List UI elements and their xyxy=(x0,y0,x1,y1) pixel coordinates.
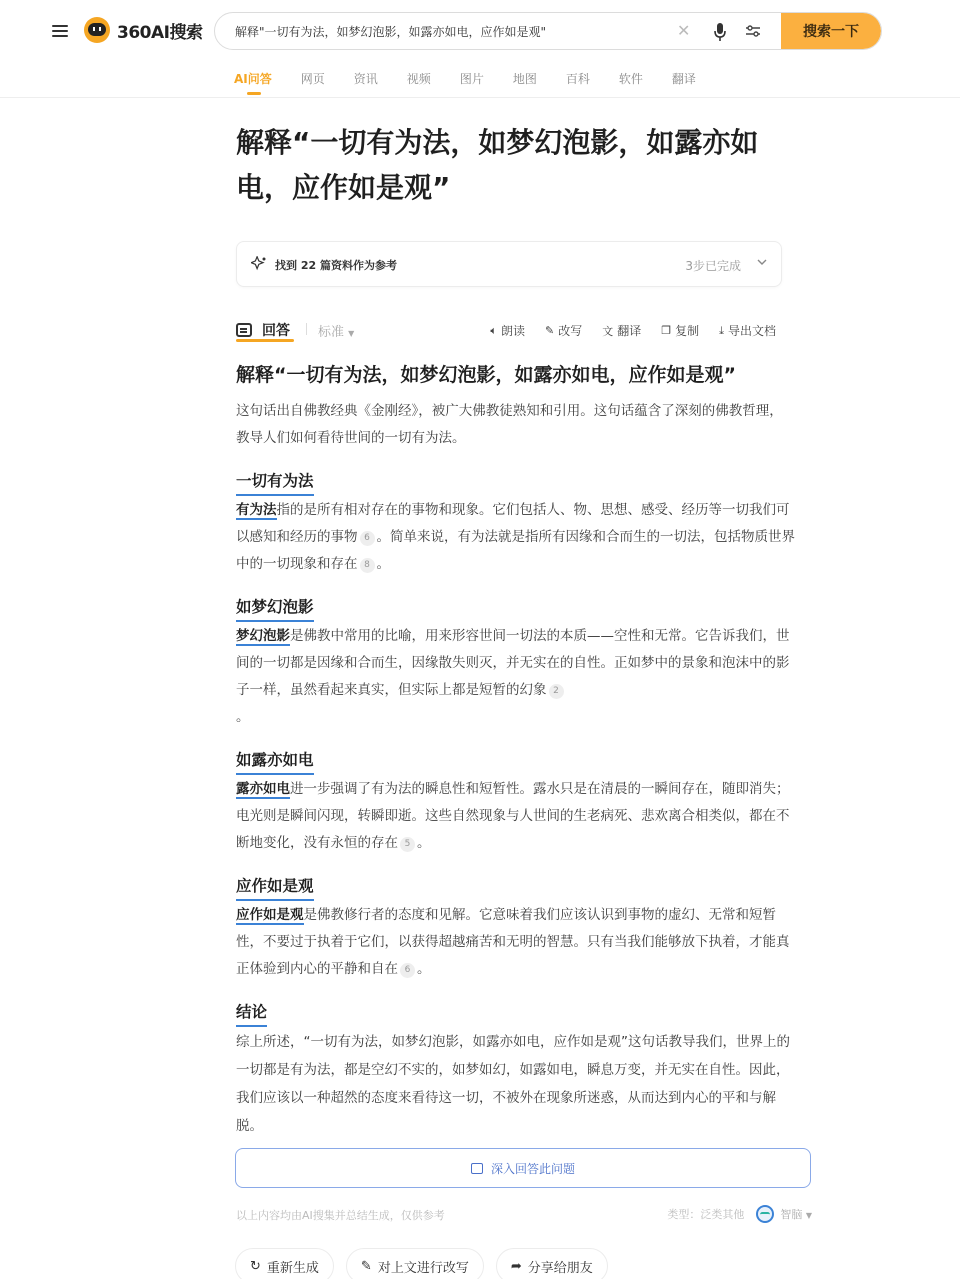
logo[interactable] xyxy=(84,17,202,43)
brain-model-icon xyxy=(756,1205,774,1223)
section-text: 。简单来说，有为法就是指所有因缘和合而生的一切法，包括物质世界中的一切现象和存在 xyxy=(236,529,795,572)
ai-disclaimer: 以上内容均由AI搜集并总结生成，仅供参考 xyxy=(236,1209,445,1222)
deep-answer-button[interactable] xyxy=(235,1148,811,1188)
translate-button[interactable] xyxy=(602,322,641,339)
section-title: 如梦幻泡影 xyxy=(236,596,314,622)
section-text: 。 xyxy=(236,709,250,725)
rewrite-button[interactable] xyxy=(545,322,582,339)
section-3 xyxy=(236,739,796,857)
section-title: 如露亦如电 xyxy=(236,749,314,775)
citation-badge[interactable]: 6 xyxy=(360,531,375,546)
answer-icon xyxy=(236,323,252,337)
export-document-button[interactable] xyxy=(719,322,776,339)
section-text: 。 xyxy=(417,961,431,977)
tab-images[interactable]: 图片 xyxy=(459,72,484,86)
section-text: 指的是所有相对存在的事物和现象。它们包括人、物、思想、感受、经历等一切我们可以感知和经历的事物 xyxy=(236,502,790,545)
answer-content xyxy=(236,360,796,1140)
download-icon: ⤓ xyxy=(719,323,724,337)
copy-icon: ❐ xyxy=(661,324,672,337)
logo-icon xyxy=(84,17,110,43)
section-text: 。 xyxy=(417,835,431,851)
mode-dropdown[interactable] xyxy=(318,321,354,340)
copy-label: 复制 xyxy=(675,324,700,338)
rewrite-above-label: 对上文进行改写 xyxy=(377,1260,469,1276)
deep-answer-label: 深入回答此问题 xyxy=(490,1161,575,1176)
section-1 xyxy=(236,460,796,578)
key-term: 有为法 xyxy=(236,502,277,518)
caret-down-icon: ▼ xyxy=(348,329,355,338)
model-name: 智脑 xyxy=(780,1208,803,1221)
regenerate-label: 重新生成 xyxy=(266,1260,319,1276)
section-title: 应作如是观 xyxy=(236,875,314,901)
tab-baike[interactable]: 百科 xyxy=(565,72,590,86)
citation-badge[interactable]: 2 xyxy=(549,684,564,699)
tab-news[interactable]: 资讯 xyxy=(353,72,378,86)
tab-translate[interactable]: 翻译 xyxy=(671,72,696,86)
share-icon: ➦ xyxy=(510,1258,522,1274)
translate-icon: 文 xyxy=(602,324,614,338)
page-title: 解释“一切有为法，如梦幻泡影，如露亦如电，应作如是观” xyxy=(236,126,759,204)
answer-meta xyxy=(667,1205,812,1223)
answer-toolbar xyxy=(236,320,776,342)
search-input[interactable] xyxy=(235,13,675,49)
search-button[interactable]: 搜索一下 xyxy=(781,12,881,50)
section-body xyxy=(236,776,796,857)
citation-badge[interactable]: 8 xyxy=(360,558,375,573)
references-card[interactable] xyxy=(236,241,782,287)
section-body xyxy=(236,497,796,578)
tab-software[interactable]: 软件 xyxy=(618,72,643,86)
citation-badge[interactable]: 6 xyxy=(400,963,415,978)
answer-intro: 这句话出自佛教经典《金刚经》，被广大佛教徒熟知和引用。这句话蕴含了深刻的佛教哲理，教导人们如何看待世间的一切有为法。 xyxy=(236,403,783,446)
filter-icon[interactable] xyxy=(745,23,761,39)
speaker-icon: 🔈︎ xyxy=(490,323,497,337)
references-text: 找到 22 篇资料作为参考 xyxy=(275,259,397,272)
share-button[interactable] xyxy=(496,1248,608,1279)
chevron-down-icon[interactable] xyxy=(757,257,767,267)
mode-label: 标准 xyxy=(318,325,345,340)
section-text: 。 xyxy=(376,556,390,572)
bottom-actions xyxy=(235,1248,620,1279)
answer-heading: 解释“一切有为法，如梦幻泡影，如露亦如电，应作如是观” xyxy=(236,364,736,386)
share-label: 分享给朋友 xyxy=(527,1260,593,1276)
section-body xyxy=(236,902,796,983)
type-label: 类型：泛类其他 xyxy=(667,1208,745,1221)
edit-icon: ✎ xyxy=(544,324,555,337)
refresh-icon: ↻ xyxy=(250,1258,261,1274)
clear-icon[interactable]: ✕ xyxy=(677,21,691,40)
sparkle-icon xyxy=(251,256,267,272)
read-aloud-button[interactable] xyxy=(490,322,525,339)
key-term: 露亦如电 xyxy=(236,781,290,797)
deep-answer-icon xyxy=(471,1163,483,1174)
conclusion-body: 综上所述，“一切有为法，如梦幻泡影，如露亦如电，应作如是观”这句话教导我们，世界上的一切都是有为法，都是空幻不实的，如梦如幻，如露如电，瞬息万变，并无实在自性。因此，我们应该以一种超然的态度来看待这一切，不被外在现象所迷惑，从而达到内心的平和与解脱。 xyxy=(236,1034,790,1134)
answer-tab-label: 回答 xyxy=(262,323,290,339)
answer-actions xyxy=(470,322,776,339)
rewrite-above-button[interactable] xyxy=(346,1248,484,1279)
menu-icon[interactable] xyxy=(52,22,70,40)
rewrite-label: 改写 xyxy=(558,324,583,338)
tab-ai-qa[interactable]: AI问答 xyxy=(234,72,272,86)
export-label: 导出文档 xyxy=(727,324,776,338)
top-bar xyxy=(0,0,960,98)
copy-button[interactable] xyxy=(661,322,699,339)
section-text: 进一步强调了有为法的瞬息性和短暂性。露水只是在清晨的一瞬间存在，随即消失；电光则是瞬间闪现，转瞬即逝。这些自然现象与人世间的生老病死、悲欢离合相类似，都在不断地变化，没有永恒的存在 xyxy=(236,781,790,851)
regenerate-button[interactable] xyxy=(235,1248,334,1279)
section-title: 一切有为法 xyxy=(236,470,314,496)
translate-label: 翻译 xyxy=(617,324,642,338)
answer-tab[interactable] xyxy=(236,320,290,340)
section-text: 是佛教修行者的态度和见解。它意味着我们应该认识到事物的虚幻、无常和短暂性，不要过于执着于它们，以获得超越痛苦和无明的智慧。只有当我们能够放下执着，才能真正体验到内心的平静和自在 xyxy=(236,907,790,977)
caret-down-icon: ▼ xyxy=(805,1211,812,1220)
key-term: 梦幻泡影 xyxy=(236,628,290,644)
divider xyxy=(306,323,307,335)
section-body xyxy=(236,623,796,731)
section-text: 是佛教中常用的比喻，用来形容世间一切法的本质——空性和无常。它告诉我们，世间的一切都是因缘和合而生，因缘散失则灭，并无实在的自性。正如梦中的景象和泡沫中的影子一样，虽然看起来真实，但实际上都是短暂的幻象 xyxy=(236,628,790,698)
section-2 xyxy=(236,586,796,731)
model-selector[interactable] xyxy=(780,1206,812,1222)
logo-text: 360AI搜索 xyxy=(117,22,203,43)
search-box xyxy=(214,12,882,50)
references-status: 3步已完成 xyxy=(685,259,741,273)
citation-badge[interactable]: 5 xyxy=(400,837,415,852)
conclusion-title: 结论 xyxy=(236,1001,267,1027)
edit-icon: ✎ xyxy=(360,1258,372,1274)
search-tabs xyxy=(234,70,725,87)
read-aloud-label: 朗读 xyxy=(500,324,525,338)
tab-maps[interactable]: 地图 xyxy=(512,72,537,86)
tab-video[interactable]: 视频 xyxy=(406,72,431,86)
key-term: 应作如是观 xyxy=(236,907,304,923)
microphone-icon[interactable] xyxy=(713,22,727,42)
section-4 xyxy=(236,865,796,983)
conclusion xyxy=(236,991,796,1140)
tab-web[interactable]: 网页 xyxy=(300,72,325,86)
answer-tab-underline xyxy=(236,339,294,342)
